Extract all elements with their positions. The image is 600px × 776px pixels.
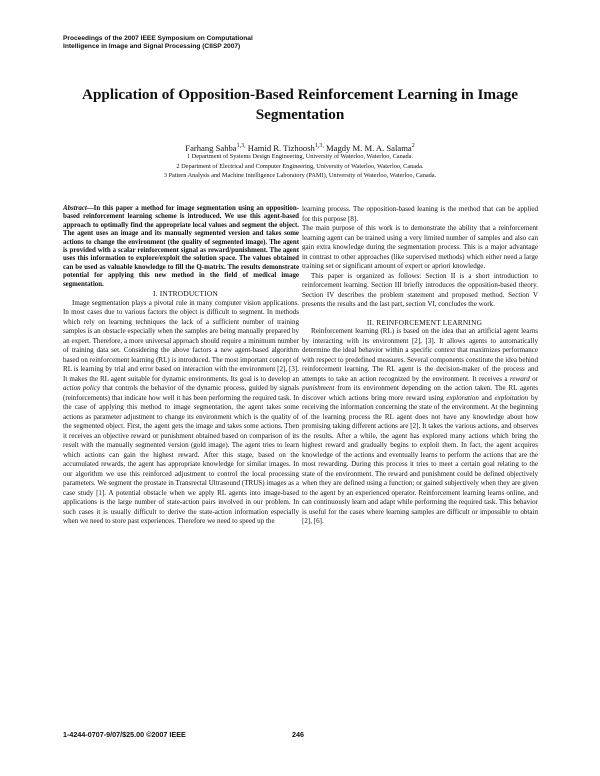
rl-em-exploration: exploration [446, 393, 479, 402]
intro-text-a: Image segmentation plays a pivotal rule in many computer vision applications. In most cases due to various factors the object is difficult to segment. In methods which rely on learning techniques the lack of a sufficient number of training samples is an obstacle especially when the samples are being manually prepared by an expert. Therefore, a more universal approach should require a minimum number of training data set. Considering the above factors a new agent-based algorithm based on reinforcement learning (RL) is introduced. The most important concept of RL is learning by trial and error based on interaction with the environment [2], [3]. It makes the RL agent suitable for dynamic environments. Its goal is to develop an [63, 298, 299, 383]
right-paragraph-1: learning process. The opposition-based leaning is the method that can be applied for this purpose [8]. [302, 205, 538, 223]
footer-isbn: 1-4244-0707-9/07/$25.00 ©2007 IEEE [63, 730, 186, 739]
rl-em-reward: reward [509, 374, 530, 383]
page-number: 246 [292, 730, 304, 739]
rl-and: and [478, 393, 495, 402]
rl-em-exploitation: exploitation [494, 393, 529, 402]
rl-paragraph [302, 327, 538, 527]
left-column [63, 205, 299, 527]
rl-text-a: Reinforcement learning (RL) is based on the idea that an artificial agent learns by interacting with its environment [2], [3]. It allows agents to automatically determine the ideal behavior within a specific context that maximizes performance with respect to predefined measures. Several components constitute the idea behind reinforcement learning. The RL agent is the decision-maker of the process and attempts to take an action recognized by the environment. It receives a [302, 327, 538, 383]
rl-text-c: by receiving the information concerning the state of the environment. At the beginning of the learning process the RL agent does not have any knowledge about how promising taking different actions are [2]. It takes the various actions, and observes the results. After a while, the agent has explored many actions which bring the highest reward and gradually begins to exploit them. In fact, the agent acquires knowledge of the actions and eventually learns to perform the actions that are the most rewarding. During this process it tries to meet a certain goal relating to the state of the environment. The reward and punishment could be defined objectively when they are defined using a function; or gained subjectively when they are given to the agent by an experienced operator. Reinforcement learning learns online, and can continuously learn and adapt while performing the required task. This behavior is useful for the cases where learning samples are difficult or impossible to obtain [2], [6]. [302, 393, 539, 525]
affiliation-3: 3 Pattern Analysis and Machine Intelligence Laboratory (PAMI), University of Waterloo, Waterloo, Canada. [163, 172, 437, 180]
abstract [63, 205, 299, 289]
intro-em: action policy [63, 384, 101, 393]
rl-text-b: from its environment depending on the action taken. The RL agents discover which actions bring more reward using [302, 384, 538, 402]
proceedings-header [63, 35, 383, 52]
section-heading-introduction: I. INTRODUCTION [153, 289, 218, 299]
affiliation-2: 2 Department of Electrical and Computer Engineering, University of Waterloo, Waterloo, Canada. [176, 162, 424, 170]
rl-or: or [529, 374, 538, 383]
rl-em-punishment: punishment [302, 384, 335, 392]
section-heading-reinforcement-learning: II. REINFORCEMENT LEARNING [366, 317, 483, 327]
paper-title: Application of Opposition-Based Reinforcement Learning in Image Segmentation [82, 86, 518, 123]
intro-text-b: that controls the behavior of the dynamic process, guided by signals (reinforcements) that indicate how well it has been performing the required task. In the case of applying this method to image segmentation, the agent takes some actions as parameter adjustment to change its environment which is the quality of the segmented object. First, the agent gets the image and takes some actions. Then it receives an objective reward or punishment obtained based on comparison of its result with the manually segmented version (gold image). The agent tries to learn which actions can gain the highest reward. After this stage, based on the accumulated rewards, the agent has appropriate knowledge for similar images. In our algorithm we use this reinforced adjustment to control the local processing parameters. We segment the prostate in Transrectal Ultrasound (TRUS) images as a case study [1]. A potential obstacle when we apply RL agents into image-based applications is the large number of state-action pairs involved in our problem. In such cases it is usually difficult to derive the state-action information especially when we need to store past experiences. Therefore we need to speed up the [63, 384, 300, 526]
affiliation-1: 1 Department of Systems Design Engineering, University of Waterloo, Waterloo, Canada. [186, 153, 414, 160]
proceedings-line-2: Intelligence in Image and Signal Processing (CIISP 2007) [63, 43, 241, 51]
abstract-text: In this paper a method for image segmentation using an opposition-based reinforcement learning scheme is introduced. We use this agent-based approach to optimally find the appropriate local values and segment the object. The agent uses an image and its manually segmented version and takes some actions to change the environment (the quality of segmented image). The agent is provided with a scalar reinforcement signal as reward/punishment. The agent uses this information to explore/exploit the solution space. The values obtained can be used as valuable knowledge to fill the Q-matrix. The results demonstrate potential for applying this new method in the field of medical image segmentation. [63, 205, 299, 288]
right-paragraph-2: The main purpose of this work is to demonstrate the ability that a reinforcement learning agent can be trained using a very limited number of samples and also can gain extra knowledge during the segmentation process. This is a major advantage in contrast to other approaches (like supervised methods) which either need a large training set or significant amount of expert or apriori knowledge. [302, 224, 538, 270]
proceedings-line-1: Proceedings of the 2007 IEEE Symposium on Computational [63, 35, 253, 42]
right-column [302, 205, 538, 527]
abstract-label: Abstract— [63, 205, 94, 212]
intro-paragraph [63, 299, 299, 527]
right-paragraph-3: This paper is organized as follows: Section II is a short introduction to reinforcement learning. Section III briefly introduces the opposition-based theory. Section IV describes the problem statement and proposed method. Section V presents the results and the last part, section VI, concludes the work. [302, 271, 538, 308]
affiliations [40, 152, 560, 181]
authors: Farhang Sahba$^{1,3,}$ Hamid R. Tizhoosh$^{1,3,}$ Magdy M. M. A. Salama$^2$ [185, 142, 415, 153]
